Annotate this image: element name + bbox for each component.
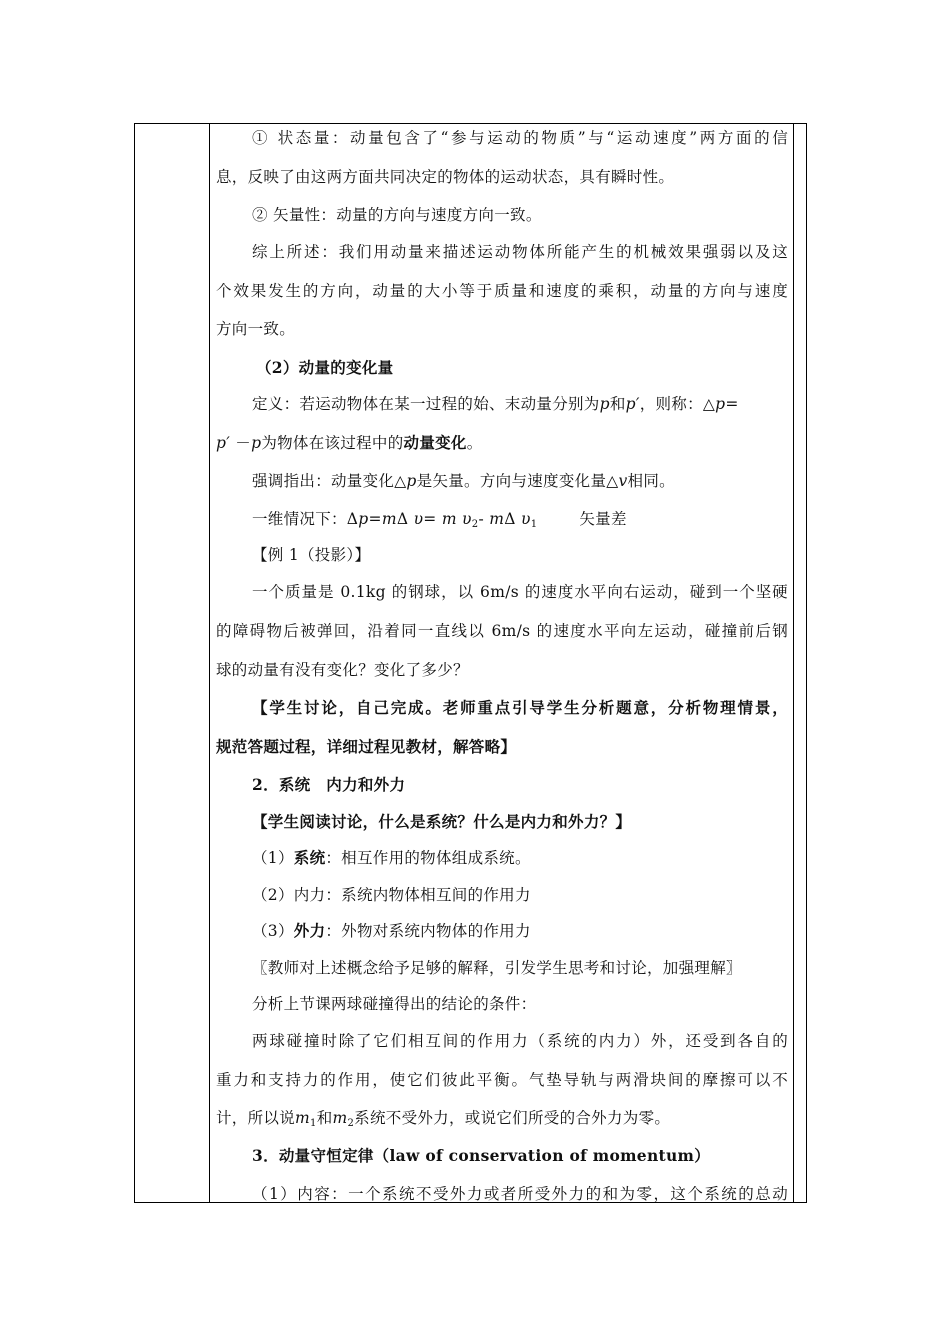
text-run: 系统不受外力，或说它们所受的合外力为零。 bbox=[354, 1109, 671, 1127]
subscript: 2 bbox=[347, 1118, 355, 1129]
math-symbol: p′ bbox=[625, 395, 640, 413]
text-run: 一维情况下：Δ bbox=[252, 510, 359, 528]
paragraph-line: 两球碰撞时除了它们相互间的作用力（系统的内力）外，还受到各自的 bbox=[252, 1032, 788, 1050]
text-run: （1） bbox=[252, 849, 294, 867]
paragraph-line bbox=[216, 1108, 670, 1134]
text-run: 相同。 bbox=[627, 472, 675, 490]
math-symbol: p bbox=[251, 434, 262, 452]
text-run: 是矢量。方向与速度变化量△ bbox=[416, 472, 619, 490]
math-symbol: m bbox=[441, 510, 457, 528]
text-run: 。 bbox=[466, 434, 483, 452]
paragraph-line bbox=[252, 471, 675, 491]
paragraph-line bbox=[252, 394, 739, 414]
math-symbol: υ bbox=[520, 510, 531, 528]
table-column-divider-right bbox=[793, 124, 794, 1202]
text-run: 为物体在该过程中的 bbox=[261, 434, 404, 452]
bold-term: 动量变化 bbox=[403, 433, 467, 452]
text-run: 定义：若运动物体在某一过程的始、末动量分别为 bbox=[252, 395, 600, 413]
math-symbol: υ bbox=[413, 510, 424, 528]
math-symbol: m bbox=[381, 510, 397, 528]
paragraph-line: 息，反映了由这两方面共同决定的物体的运动状态，具有瞬时性。 bbox=[216, 168, 675, 186]
math-symbol: p′ bbox=[216, 434, 231, 452]
math-symbol: m bbox=[489, 510, 505, 528]
paragraph-line: 【学生讨论，自己完成。老师重点引导学生分析题意，分析物理情景， bbox=[252, 698, 788, 717]
math-symbol: p bbox=[715, 395, 726, 413]
text-run: Δ bbox=[396, 510, 409, 528]
section-heading: 2．系统 内力和外力 bbox=[252, 775, 406, 794]
text-run: 矢量差 bbox=[579, 510, 627, 528]
paragraph-line: 球的动量有没有变化？变化了多少？ bbox=[216, 661, 469, 679]
text-run: = bbox=[725, 395, 739, 413]
text-run: ：相互作用的物体组成系统。 bbox=[325, 849, 531, 867]
paragraph-line: 〖教师对上述概念给予足够的解释，引发学生思考和讨论，加强理解〗 bbox=[252, 959, 742, 977]
paragraph-line: 一个质量是 0.1kg 的钢球，以 6m/s 的速度水平向右运动，碰到一个坚硬 bbox=[252, 583, 788, 601]
paragraph-line bbox=[216, 433, 483, 453]
table-column-divider-left bbox=[209, 124, 210, 1202]
paragraph-line: ① 状态量：动量包含了“参与运动的物质”与“运动速度”两方面的信 bbox=[252, 129, 788, 147]
text-run: ：外物对系统内物体的作用力 bbox=[325, 922, 531, 940]
paragraph-line: （1）内容：一个系统不受外力或者所受外力的和为零，这个系统的总动 bbox=[252, 1185, 788, 1203]
paragraph-line: 规范答题过程，详细过程见教材，解答略】 bbox=[216, 737, 517, 756]
section-heading: （2）动量的变化量 bbox=[256, 358, 394, 377]
math-symbol: m bbox=[295, 1109, 311, 1127]
subscript: 1 bbox=[310, 1118, 317, 1129]
bold-term: 系统？什么是内力和外力？】 bbox=[425, 812, 632, 831]
math-symbol: p bbox=[358, 510, 369, 528]
section-heading: 3．动量守恒定律（law of conservation of momentum） bbox=[252, 1146, 711, 1165]
math-symbol: m bbox=[332, 1109, 348, 1127]
paragraph-line: 方向一致。 bbox=[216, 320, 296, 338]
math-symbol: υ bbox=[462, 510, 472, 528]
subscript: 1 bbox=[530, 519, 538, 530]
math-symbol: p bbox=[406, 472, 417, 490]
paragraph-line: 个效果发生的方向，动量的大小等于质量和速度的乘积，动量的方向与速度 bbox=[216, 282, 788, 300]
example-heading: 【例 1（投影）】 bbox=[252, 546, 371, 564]
text-run: （3） bbox=[252, 922, 294, 940]
paragraph-line: 重力和支持力的作用，使它们彼此平衡。气垫导轨与两滑块间的摩擦可以不 bbox=[216, 1071, 788, 1089]
math-symbol: v bbox=[618, 472, 628, 490]
paragraph-line bbox=[252, 848, 531, 868]
formula-line bbox=[252, 509, 627, 535]
text-run: ，则称：△ bbox=[639, 395, 716, 413]
paragraph-line: 综上所述：我们用动量来描述运动物体所能产生的机械效果强弱以及这 bbox=[252, 243, 788, 261]
text-run: - bbox=[478, 510, 490, 528]
text-run: 计，所以说 bbox=[216, 1109, 296, 1127]
text-run: － bbox=[235, 434, 252, 452]
paragraph-line: ② 矢量性：动量的方向与速度方向一致。 bbox=[252, 206, 542, 224]
text-run: = bbox=[423, 510, 442, 528]
paragraph-line bbox=[252, 921, 531, 941]
text-run: Δ bbox=[504, 510, 516, 528]
text-run: 强调指出：动量变化△ bbox=[252, 472, 407, 490]
text-run: = bbox=[368, 510, 382, 528]
subscript: 2 bbox=[471, 519, 479, 530]
text-run: 【学生阅读讨论，什么是 bbox=[252, 812, 426, 831]
paragraph-line: 分析上节课两球碰撞得出的结论的条件： bbox=[252, 995, 537, 1013]
paragraph-line: 的障碍物后被弹回，沿着同一直线以 6m/s 的速度水平向左运动，碰撞前后钢 bbox=[216, 622, 788, 640]
text-run: 和 bbox=[609, 395, 626, 413]
paragraph-line: （2）内力：系统内物体相互间的作用力 bbox=[252, 886, 531, 904]
paragraph-line bbox=[252, 812, 631, 832]
bold-term: 系统 bbox=[293, 848, 326, 867]
text-run: 和 bbox=[316, 1109, 333, 1127]
math-symbol: p bbox=[599, 395, 610, 413]
bold-term: 外力 bbox=[293, 921, 326, 940]
